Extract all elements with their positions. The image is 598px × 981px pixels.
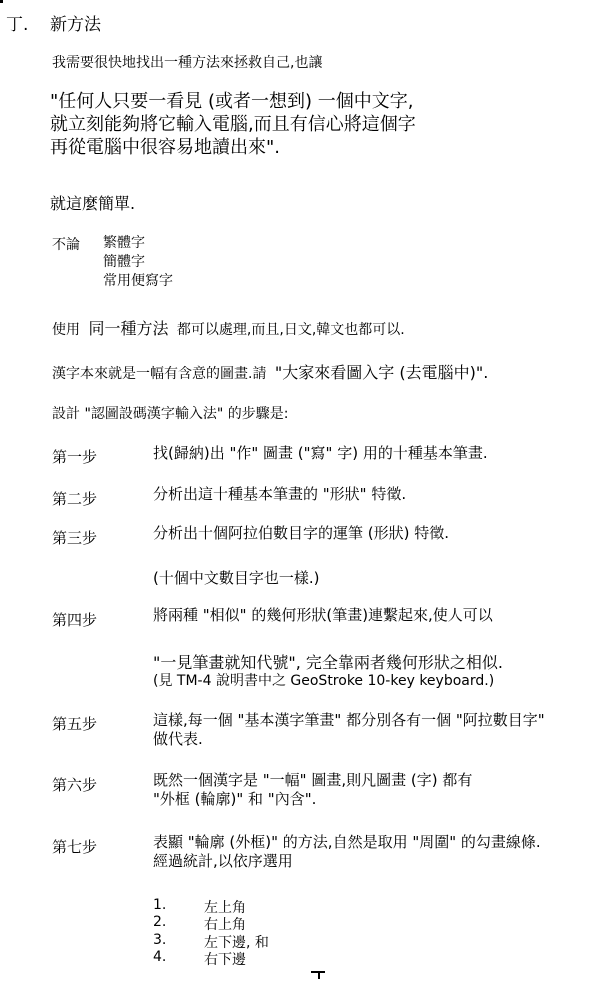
step-body-5 — [153, 711, 545, 749]
step-line: "外框 (輪廓)" 和 "內含". — [153, 790, 317, 808]
usage-line — [52, 316, 405, 339]
step-body-3 — [153, 524, 449, 543]
quote-block — [50, 90, 416, 159]
step-body-7 — [153, 833, 541, 871]
step-body-6 — [153, 771, 472, 809]
step-label-2: 第二步 — [52, 490, 98, 508]
corner-text-2: 右上角 — [204, 917, 246, 933]
list-item: 簡體字 — [103, 254, 145, 270]
section-title: 新方法 — [50, 15, 101, 35]
step-4-ref: (見 TM-4 說明書中之 GeoStroke 10-key keyboard.) — [153, 673, 495, 689]
step-label-6: 第六步 — [52, 776, 98, 794]
step-3-note: (十個中文數目字也一樣.) — [153, 569, 320, 587]
regardless-list — [103, 234, 173, 291]
corner-num-2: 2. — [153, 914, 167, 930]
step-line: 做代表. — [153, 730, 203, 748]
usage-prefix: 使用 — [52, 322, 80, 338]
scan-mark-top-left — [0, 0, 3, 3]
step-line: 分析出十個阿拉伯數目字的運筆 (形狀) 特徵. — [153, 524, 450, 542]
step-line: 表顯 "輪廓 (外框)" 的方法,自然是取用 "周圍" 的勾畫線條. — [153, 833, 541, 851]
corner-text-3: 左下邊, 和 — [204, 935, 269, 951]
intro-text: 我需要很快地找出一種方法來拯救自己,也讓 — [52, 55, 323, 71]
design-text: 設計 "認圖設碼漢字輸入法" 的步驟是: — [52, 406, 289, 422]
corner-text-1: 左上角 — [204, 900, 246, 916]
step-line: 既然一個漢字是 "一幅" 圖畫,則凡圖畫 (字) 都有 — [153, 771, 473, 789]
quote-line: 就立刻能夠將它輸入電腦,而且有信心將這個字 — [50, 114, 416, 135]
step-body-1 — [153, 444, 488, 463]
simple-text: 就這麼簡單. — [50, 194, 136, 213]
corner-num-3: 3. — [153, 932, 167, 948]
step-label-4: 第四步 — [52, 611, 98, 629]
quote-line: 再從電腦中很容易地讀出來". — [50, 137, 280, 158]
usage-suffix: 都可以處理,而且,日文,韓文也都可以. — [176, 322, 405, 338]
step-line: 找(歸納)出 "作" 圖畫 ("寫" 字) 用的十種基本筆畫. — [153, 444, 488, 462]
step-label-5: 第五步 — [52, 715, 98, 733]
hanzi-emphasis: "大家來看圖入字 (去電腦中)". — [274, 363, 489, 382]
section-number: 丁. — [6, 15, 29, 35]
step-line: 將兩種 "相似" 的幾何形狀(筆畫)連繫起來,使人可以 — [153, 606, 493, 624]
corner-num-1: 1. — [153, 897, 167, 913]
corner-text-4: 右下邊 — [204, 952, 246, 968]
list-item: 繁體字 — [103, 235, 145, 251]
step-label-7: 第七步 — [52, 838, 98, 856]
step-line: 分析出這十種基本筆畫的 "形狀" 特徵. — [153, 485, 407, 503]
corner-num-4: 4. — [153, 949, 167, 965]
step-line: 這樣,每一個 "基本漢字筆畫" 都分別各有一個 "阿拉數目字" — [153, 711, 545, 729]
step-body-4 — [153, 606, 493, 625]
scan-mark-bottom-stem — [318, 971, 320, 979]
step-body-2 — [153, 485, 406, 504]
quote-line: "任何人只要一看見 (或者一想到) 一個中文字, — [50, 91, 414, 112]
hanzi-text: 漢字本來就是一幅有含意的圖畫.請 — [52, 366, 267, 382]
step-label-1: 第一步 — [52, 448, 98, 466]
list-item: 常用便寫字 — [103, 273, 173, 289]
step-label-3: 第三步 — [52, 529, 98, 547]
step-4-quote: "一見筆畫就知代號", 完全靠兩者幾何形狀之相似. — [153, 653, 503, 672]
regardless-label: 不論 — [52, 237, 80, 253]
usage-emphasis: 同一種方法 — [88, 319, 169, 338]
step-line: 經過統計,以依序選用 — [153, 852, 293, 870]
hanzi-line — [52, 360, 488, 383]
